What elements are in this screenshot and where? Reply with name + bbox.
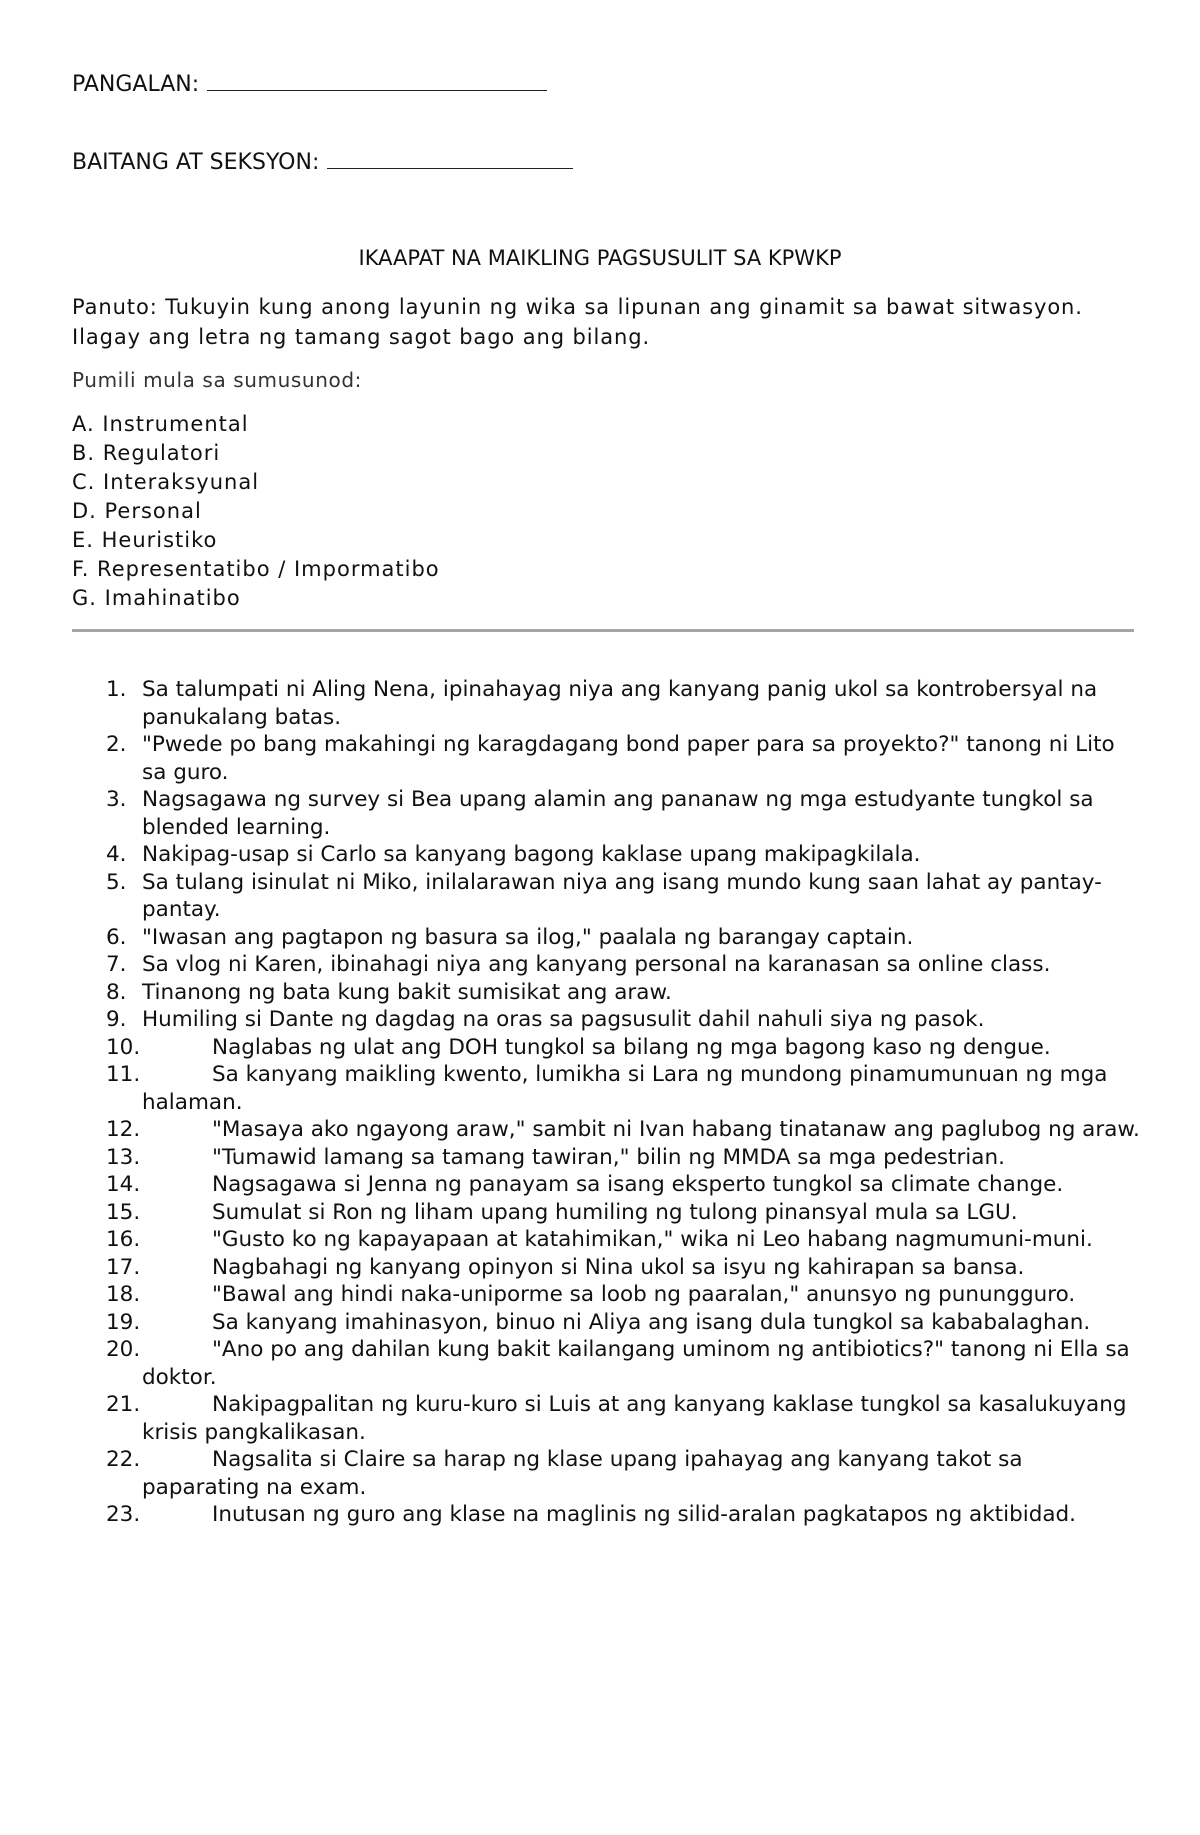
question-text: Nakipag-usap si Carlo sa kanyang bagong kaklase upang makipagkilala.	[142, 842, 921, 867]
question-item	[100, 1144, 1140, 1172]
choice-item: G. Imahinatibo	[72, 586, 241, 610]
question-number: 17.	[106, 1254, 141, 1280]
question-text: "Pwede po bang makahingi ng karagdagang bond paper para sa proyekto?" tanong ni Lito sa guro.	[142, 732, 1115, 785]
question-number: 4.	[106, 842, 127, 867]
choice-item: F. Representatibo / Impormatibo	[72, 557, 440, 581]
question-text: Nagsagawa si Jenna ng panayam sa isang eksperto tungkol sa climate change.	[212, 1172, 1064, 1197]
question-number: 6.	[106, 924, 127, 950]
question-number: 20.	[106, 1337, 141, 1362]
section-divider	[72, 629, 1134, 632]
question-item	[100, 1061, 1140, 1116]
question-text: Nakipagpalitan ng kuru-kuro si Luis at ang kanyang kaklase tungkol sa kasalukuyang krisis pangkalikasan.	[142, 1392, 1127, 1445]
question-item	[100, 979, 1140, 1007]
section-field	[72, 150, 573, 175]
name-blank-line[interactable]	[207, 72, 547, 91]
question-item	[100, 1226, 1140, 1254]
question-text: "Bawal ang hindi naka-uniporme sa loob ng paaralan," anunsyo ng punungguro.	[212, 1282, 1076, 1307]
question-text: Tinanong ng bata kung bakit sumisikat ang araw.	[142, 979, 672, 1005]
question-text: Humiling si Dante ng dagdag na oras sa pagsusulit dahil nahuli siya ng pasok.	[142, 1007, 985, 1032]
question-item	[100, 1501, 1140, 1529]
choices-intro: Pumili mula sa sumusunod:	[72, 368, 362, 392]
question-text: Sa talumpati ni Aling Nena, ipinahayag niya ang kanyang panig ukol sa kontrobersyal na panukalang batas.	[142, 677, 1098, 730]
question-item	[100, 731, 1140, 786]
question-number: 1.	[106, 677, 127, 702]
question-number: 7.	[106, 952, 127, 977]
question-number: 12.	[106, 1117, 141, 1142]
question-number: 21.	[106, 1392, 141, 1417]
question-item	[100, 1309, 1140, 1337]
question-text: Sa kanyang imahinasyon, binuo ni Aliya ang isang dula tungkol sa kababalaghan.	[212, 1309, 1091, 1335]
question-text: Sa vlog ni Karen, ibinahagi niya ang kanyang personal na karanasan sa online class.	[142, 952, 1051, 977]
question-item	[100, 1446, 1140, 1501]
section-blank-line[interactable]	[327, 150, 573, 169]
question-number: 16.	[106, 1227, 141, 1252]
question-number: 14.	[106, 1172, 141, 1197]
choice-item: C. Interaksyunal	[72, 470, 260, 494]
question-text: Nagsagawa ng survey si Bea upang alamin ang pananaw ng mga estudyante tungkol sa blended learning.	[142, 787, 1094, 840]
name-label: PANGALAN:	[72, 72, 200, 97]
question-number: 5.	[106, 869, 127, 895]
question-item	[100, 1006, 1140, 1034]
question-text: Nagbahagi ng kanyang opinyon si Nina ukol sa isyu ng kahirapan sa bansa.	[212, 1254, 1025, 1280]
question-text: "Gusto ko ng kapayapaan at katahimikan," wika ni Leo habang nagmumuni-muni.	[212, 1227, 1093, 1252]
question-number: 8.	[106, 979, 127, 1005]
question-number: 11.	[106, 1062, 141, 1087]
choice-item: E. Heuristiko	[72, 528, 218, 552]
question-text: Naglabas ng ulat ang DOH tungkol sa bilang ng mga bagong kaso ng dengue.	[212, 1034, 1051, 1060]
section-label: BAITANG AT SEKSYON:	[72, 150, 320, 175]
question-text: Sa kanyang maikling kwento, lumikha si Lara ng mundong pinamumunuan ng mga halaman.	[142, 1062, 1108, 1115]
question-number: 13.	[106, 1144, 141, 1170]
question-number: 22.	[106, 1447, 141, 1472]
question-item	[100, 676, 1140, 731]
question-text: Nagsalita si Claire sa harap ng klase upang ipahayag ang kanyang takot sa paparating na exam.	[142, 1447, 1023, 1500]
question-text: "Tumawid lamang sa tamang tawiran," bilin ng MMDA sa mga pedestrian.	[212, 1144, 1005, 1170]
question-item	[100, 1281, 1140, 1309]
question-text: "Ano po ang dahilan kung bakit kailangang uminom ng antibiotics?" tanong ni Ella sa doktor.	[142, 1337, 1130, 1390]
question-number: 15.	[106, 1199, 141, 1225]
question-item	[100, 1336, 1140, 1391]
question-item	[100, 951, 1140, 979]
question-text: Inutusan ng guro ang klase na maglinis ng silid-aralan pagkatapos ng aktibidad.	[212, 1502, 1077, 1527]
question-item	[100, 786, 1140, 841]
question-item	[100, 1254, 1140, 1282]
question-number: 9.	[106, 1007, 127, 1032]
choice-item: D. Personal	[72, 499, 202, 523]
choices-list	[72, 410, 440, 613]
question-text: Sa tulang isinulat ni Miko, inilalarawan niya ang isang mundo kung saan lahat ay pantay-pantay.	[142, 869, 1102, 922]
question-text: "Masaya ako ngayong araw," sambit ni Ivan habang tinatanaw ang paglubog ng araw.	[212, 1117, 1140, 1142]
question-number: 3.	[106, 787, 127, 812]
question-item	[100, 1171, 1140, 1199]
question-item	[100, 924, 1140, 952]
question-item	[100, 841, 1140, 869]
choice-item: A. Instrumental	[72, 412, 249, 436]
question-item	[100, 1391, 1140, 1446]
question-item	[100, 1034, 1140, 1062]
question-number: 18.	[106, 1282, 141, 1307]
question-text: "Iwasan ang pagtapon ng basura sa ilog," paalala ng barangay captain.	[142, 924, 914, 950]
instructions: Panuto: Tukuyin kung anong layunin ng wika sa lipunan ang ginamit sa bawat sitwasyon. Ilagay ang letra ng tamang sagot bago ang bilang.	[72, 295, 1083, 349]
choice-item: B. Regulatori	[72, 441, 221, 465]
name-field	[72, 72, 547, 97]
question-list	[100, 676, 1140, 1529]
quiz-title: IKAAPAT NA MAIKLING PAGSUSULIT SA KPWKP	[358, 246, 842, 270]
question-number: 10.	[106, 1034, 141, 1060]
question-item	[100, 1116, 1140, 1144]
question-number: 2.	[106, 732, 127, 757]
question-text: Sumulat si Ron ng liham upang humiling ng tulong pinansyal mula sa LGU.	[212, 1199, 1018, 1225]
question-number: 23.	[106, 1502, 141, 1527]
question-number: 19.	[106, 1309, 141, 1335]
question-item	[100, 869, 1140, 924]
question-item	[100, 1199, 1140, 1227]
